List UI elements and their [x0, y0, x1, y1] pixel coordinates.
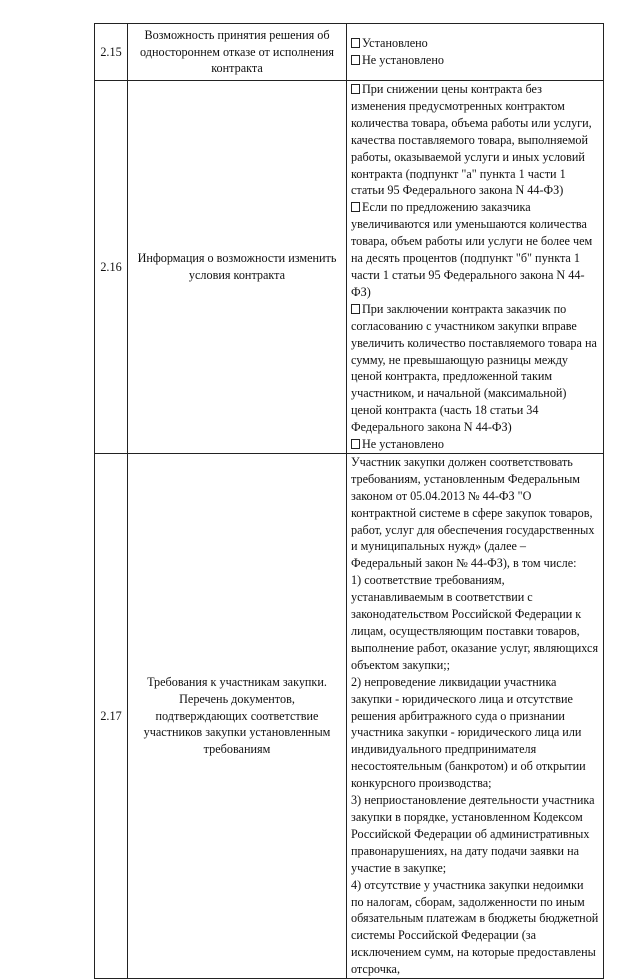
option-item: Не установлено [351, 436, 599, 453]
option-item: Если по предложению заказчика увеличиваются или уменьшаются количества товара, объем работы или услуги не более чем на десять процентов (подпункт "б" пункта 1 части 1 статьи 95 Федерального закона N 44-ФЗ) [351, 200, 593, 299]
row-number: 2.16 [95, 81, 128, 454]
table-row [95, 81, 604, 454]
checkbox-icon [351, 38, 360, 48]
paragraph: 1) соответствие требованиям, устанавливаемым в соответствии с законодательством Российской Федерации к лицам, осуществляющим поставки товаров, выполнение работ, оказание услуг, являющихся объектом закупки;; [351, 573, 599, 672]
checkbox-icon [351, 84, 360, 94]
option-item: При снижении цены контракта без изменения предусмотренных контрактом количества товара, объема работы или услуги, качества поставляемого товара, выполняемой работы, оказываемой услуги и иных условий контракта (подпункт "а" пункта 1 части 1 статьи 95 Федерального закона N 44-ФЗ) [351, 82, 592, 198]
paragraph: Участник закупки должен соответствовать требованиям, установленным Федеральным законом от 05.04.2013 № 44-ФЗ "О контрактной системе в сфере закупок товаров, работ, услуг для обеспечения государственных и муниципальных нужд» (далее – Федеральный закон № 44-ФЗ), в том числе: [351, 454, 595, 571]
row-value [347, 24, 604, 81]
option-item: При заключении контракта заказчик по согласованию с участником закупки вправе увеличить количество поставляемого товара на сумму, не превышающую разницы между ценой контракта, предложенной таким участником, и начальной (максимальной) ценой контракта (часть 18 статьи 34 Федерального закона N 44-ФЗ) [351, 301, 597, 435]
checkbox-icon [351, 55, 360, 65]
table-row [95, 453, 604, 978]
checkbox-icon [351, 439, 360, 449]
paragraph: 4) отсутствие у участника закупки недоимки по налогам, сборам, задолженности по иным обязательным платежам в бюджеты бюджетной системы Российской Федерации (за исключением сумм, на которые предоставлены отсрочка, [351, 877, 599, 977]
row-value [347, 81, 604, 454]
option-item: Не установлено [351, 52, 599, 69]
table-row [95, 24, 604, 81]
paragraph: 2) непроведение ликвидации участника закупки - юридического лица и отсутствие решения арбитражного суда о признании участника закупки - юридического лица или индивидуального предпринимателя несостоятельным (банкротом) и об открытии конкурсного производства; [351, 674, 586, 791]
option-item: Установлено [351, 35, 599, 52]
checkbox-icon [351, 304, 360, 314]
row-label: Требования к участникам закупки. Перечень документов, подтверждающих соответствие участников закупки установленным требованиям [128, 453, 347, 978]
row-number: 2.15 [95, 24, 128, 81]
row-label: Возможность принятия решения об одностороннем отказе от исполнения контракта [128, 24, 347, 81]
requirements-table [94, 23, 604, 979]
paragraph: 3) неприостановление деятельности участника закупки в порядке, установленном Кодексом Российской Федерации об административных правонарушениях, на дату подачи заявки на участие в закупке; [351, 793, 595, 875]
checkbox-icon [351, 202, 360, 212]
row-number: 2.17 [95, 453, 128, 978]
row-value [347, 453, 604, 978]
row-label: Информация о возможности изменить условия контракта [128, 81, 347, 454]
